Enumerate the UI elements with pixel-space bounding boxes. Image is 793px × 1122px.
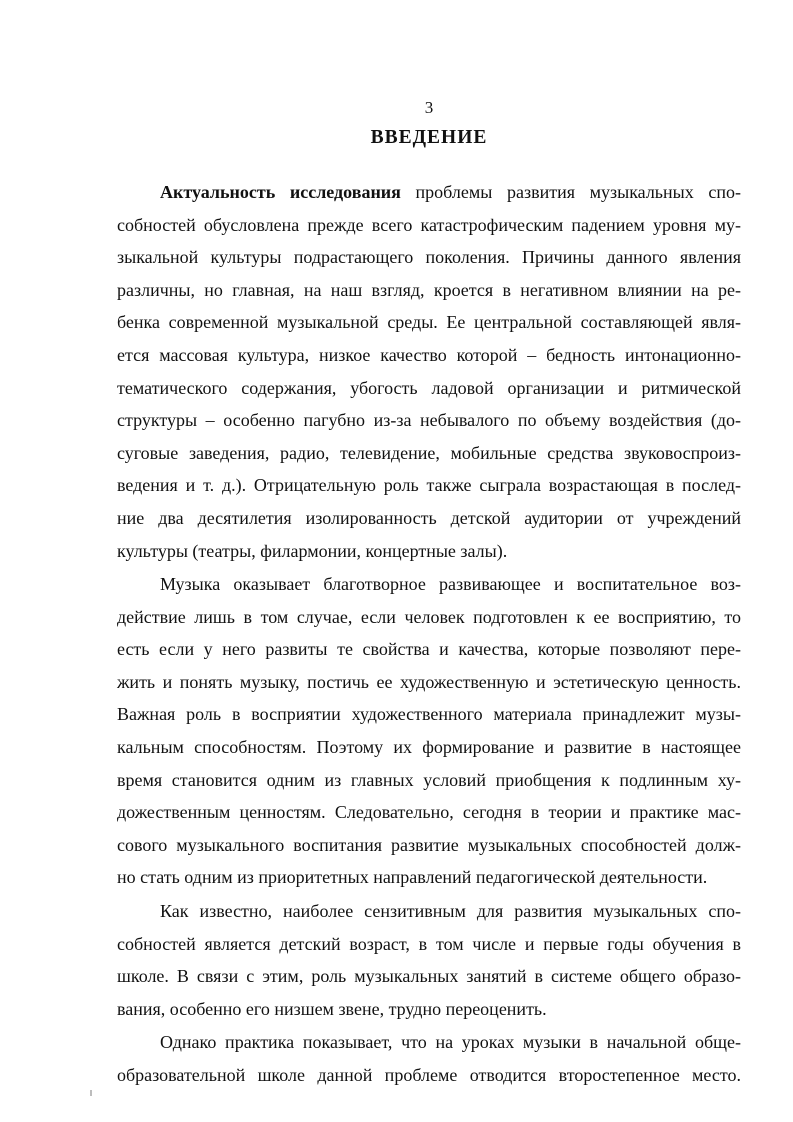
- text-line: жить и понять музыку, постичь ее художественную и эстетическую ценность.: [117, 671, 741, 692]
- text-line: есть если у него развиты те свойства и качества, которые позволяют пере-: [117, 639, 741, 660]
- text-line: суговые заведения, радио, телевидение, мобильные средства звуковоспроиз-: [117, 442, 741, 463]
- text-line: Важная роль в восприятии художественного материала принадлежит музы-: [117, 704, 741, 725]
- text-line: тематического содержания, убогость ладовой организации и ритмической: [117, 377, 741, 398]
- text-line: собностей является детский возраст, в том числе и первые годы обучения в: [117, 933, 741, 954]
- text-line: но стать одним из приоритетных направлений педагогической деятельности.: [117, 867, 708, 888]
- text-line: ведения и т. д.). Отрицательную роль также сыграла возрастающая в послед-: [117, 475, 741, 496]
- text-line: ется массовая культура, низкое качество которой – бедность интонационно-: [117, 344, 741, 365]
- scan-artifact: [90, 1090, 92, 1096]
- text-line: кальным способностям. Поэтому их формирование и развитие в настоящее: [117, 736, 741, 757]
- paragraph-practice: [117, 1026, 741, 1091]
- text-line: дожественным ценностям. Следовательно, сегодня в теории и практике мас-: [117, 802, 741, 823]
- text-line: Актуальность исследования проблемы развития музыкальных спо-: [160, 182, 741, 202]
- text-line: время становится одним из главных условий приобщения к подлинным ху-: [117, 769, 741, 790]
- text-line: Музыка оказывает благотворное развивающее и воспитательное воз-: [160, 574, 741, 594]
- paragraph-relevance: [117, 176, 741, 567]
- lead-bold-phrase: Актуальность исследования: [160, 182, 401, 202]
- text-line: вания, особенно его низшем звене, трудно переоценить.: [117, 998, 547, 1019]
- text-line: ние два десятилетия изолированность детской аудитории от учреждений: [117, 507, 741, 528]
- text-line: действие лишь в том случае, если человек подготовлен к ее восприятию, то: [117, 606, 741, 627]
- text-line: Как известно, наиболее сензитивным для развития музыкальных спо-: [160, 901, 741, 921]
- text-line: образовательной школе данной проблеме отводится второстепенное место.: [117, 1064, 741, 1085]
- text-line: различны, но главная, на наш взгляд, кроется в негативном влиянии на ре-: [117, 279, 741, 300]
- text-line: культуры (театры, филармонии, концертные залы).: [117, 540, 508, 561]
- text-line: зыкальной культуры подрастающего поколения. Причины данного явления: [117, 247, 741, 268]
- text-line: Однако практика показывает, что на уроках музыки в начальной обще-: [160, 1032, 741, 1052]
- paragraph-sensitive-age: [117, 895, 741, 1025]
- text-line: структуры – особенно пагубно из-за небывалого по объему воздействия (до-: [117, 410, 741, 431]
- page-title: ВВЕДЕНИЕ: [370, 127, 488, 148]
- page-number: 3: [424, 98, 434, 117]
- text-line: сового музыкального воспитания развитие музыкальных способностей долж-: [117, 834, 741, 855]
- paragraph-music-influence: [117, 568, 741, 894]
- text-line: бенка современной музыкальной среды. Ее центральной составляющей явля-: [117, 312, 741, 333]
- text-line: школе. В связи с этим, роль музыкальных занятий в системе общего образо-: [117, 966, 741, 987]
- text-line: собностей обусловлена прежде всего катастрофическим падением уровня му-: [117, 214, 741, 235]
